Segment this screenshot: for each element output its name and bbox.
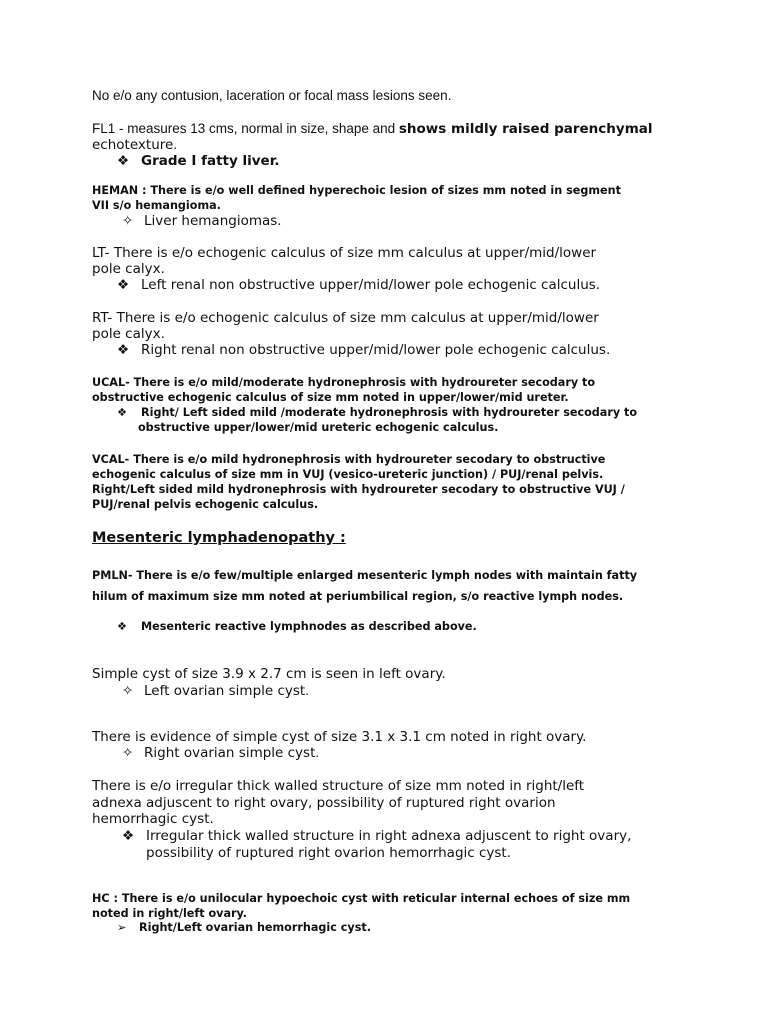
fl1-bold: shows mildly raised parenchymal bbox=[398, 121, 653, 137]
open-diamond-bullet-icon: ✧ bbox=[122, 683, 134, 699]
diamond-bullet-icon: ❖ bbox=[117, 277, 130, 293]
vcal-section: VCAL- There is e/o mild hydronephrosis with hydroureter secodary to obstructive echogenic calculus of size mm in VUJ (vesico-ureteric junction) / PUJ/renal pelvis. Right/Left sided mild hydronephrosis with hydroureter secodary to obstructive VUJ / PUJ/renal pelvis echogenic calculus. bbox=[92, 453, 625, 511]
diamond-bullet-icon: ❖ bbox=[117, 620, 128, 633]
hc-bullet: ➢ Right/Left ovarian hemorrhagic cyst. bbox=[117, 921, 371, 934]
lt-section: LT- There is e/o echogenic calculus of size mm calculus at upper/mid/lower pole calyx. bbox=[92, 245, 597, 277]
pmln-bullet: ❖ Mesenteric reactive lymphnodes as described above. bbox=[117, 620, 477, 633]
diamond-bullet-icon: ❖ bbox=[117, 342, 130, 358]
arrow-bullet-icon: ➢ bbox=[117, 921, 127, 934]
heman-bullet: ✧ Liver hemangiomas. bbox=[122, 213, 282, 229]
pmln-section: PMLN- There is e/o few/multiple enlarged mesenteric lymph nodes with maintain fatty hilum of maximum size mm noted at periumbilical region, s/o reactive lymph nodes. bbox=[92, 569, 638, 603]
ucal-section: UCAL- There is e/o mild/moderate hydronephrosis with hydroureter secodary to obstructive echogenic calculus of size mm noted in upper/lower/mid ureter. bbox=[92, 376, 596, 404]
right-ovary-bullet: ✧ Right ovarian simple cyst. bbox=[122, 745, 320, 761]
irregular-bullet: ❖ Irregular thick walled structure in right adnexa adjuscent to right ovary, possibility of ruptured right ovarion hemorrhagic cyst. bbox=[122, 828, 632, 861]
open-diamond-bullet-icon: ✧ bbox=[122, 213, 134, 229]
rt-section: RT- There is e/o echogenic calculus of size mm calculus at upper/mid/lower pole calyx. bbox=[92, 310, 599, 342]
left-ovary-bullet: ✧ Left ovarian simple cyst. bbox=[122, 683, 309, 699]
diamond-bullet-icon: ❖ bbox=[117, 153, 130, 169]
ucal-bullet: ❖ Right/ Left sided mild /moderate hydronephrosis with hydroureter secodary to obstructive upper/lower/mid ureteric echogenic calculus. bbox=[117, 406, 638, 434]
fl1-line2: echotexture bbox=[92, 137, 174, 153]
fl1-bullet: ❖ Grade I fatty liver. bbox=[117, 153, 280, 169]
diamond-bullet-icon: ❖ bbox=[117, 406, 128, 419]
right-ovary-section: There is evidence of simple cyst of size 3.1 x 3.1 cm noted in right ovary. bbox=[92, 729, 587, 745]
open-diamond-bullet-icon: ✧ bbox=[122, 745, 134, 761]
heman-section: HEMAN : There is e/o well defined hyperechoic lesion of sizes mm noted in segment VII s/o hemangioma. bbox=[92, 184, 621, 212]
intro-text: No e/o any contusion, laceration or focal mass lesions seen. bbox=[92, 88, 452, 103]
fl1-plain: FL1 - measures 13 cms, normal in size, shape and bbox=[92, 121, 399, 136]
hc-section: HC : There is e/o unilocular hypoechoic cyst with reticular internal echoes of size mm noted in right/left ovary. bbox=[92, 892, 631, 920]
irregular-section: There is e/o irregular thick walled structure of size mm noted in right/left adnexa adjuscent to right ovary, possibility of ruptured right ovarion hemorrhagic cyst. bbox=[92, 778, 585, 827]
rt-bullet: ❖ Right renal non obstructive upper/mid/lower pole echogenic calculus. bbox=[117, 342, 611, 358]
left-ovary-section: Simple cyst of size 3.9 x 2.7 cm is seen in left ovary. bbox=[92, 666, 446, 682]
diamond-bullet-icon: ❖ bbox=[122, 828, 135, 844]
fl1-section: FL1 - measures 13 cms, normal in size, shape and shows mildly raised parenchymal echotexture. bbox=[92, 121, 653, 153]
mesenteric-heading: Mesenteric lymphadenopathy : bbox=[92, 530, 346, 546]
lt-bullet: ❖ Left renal non obstructive upper/mid/lower pole echogenic calculus. bbox=[117, 277, 601, 293]
